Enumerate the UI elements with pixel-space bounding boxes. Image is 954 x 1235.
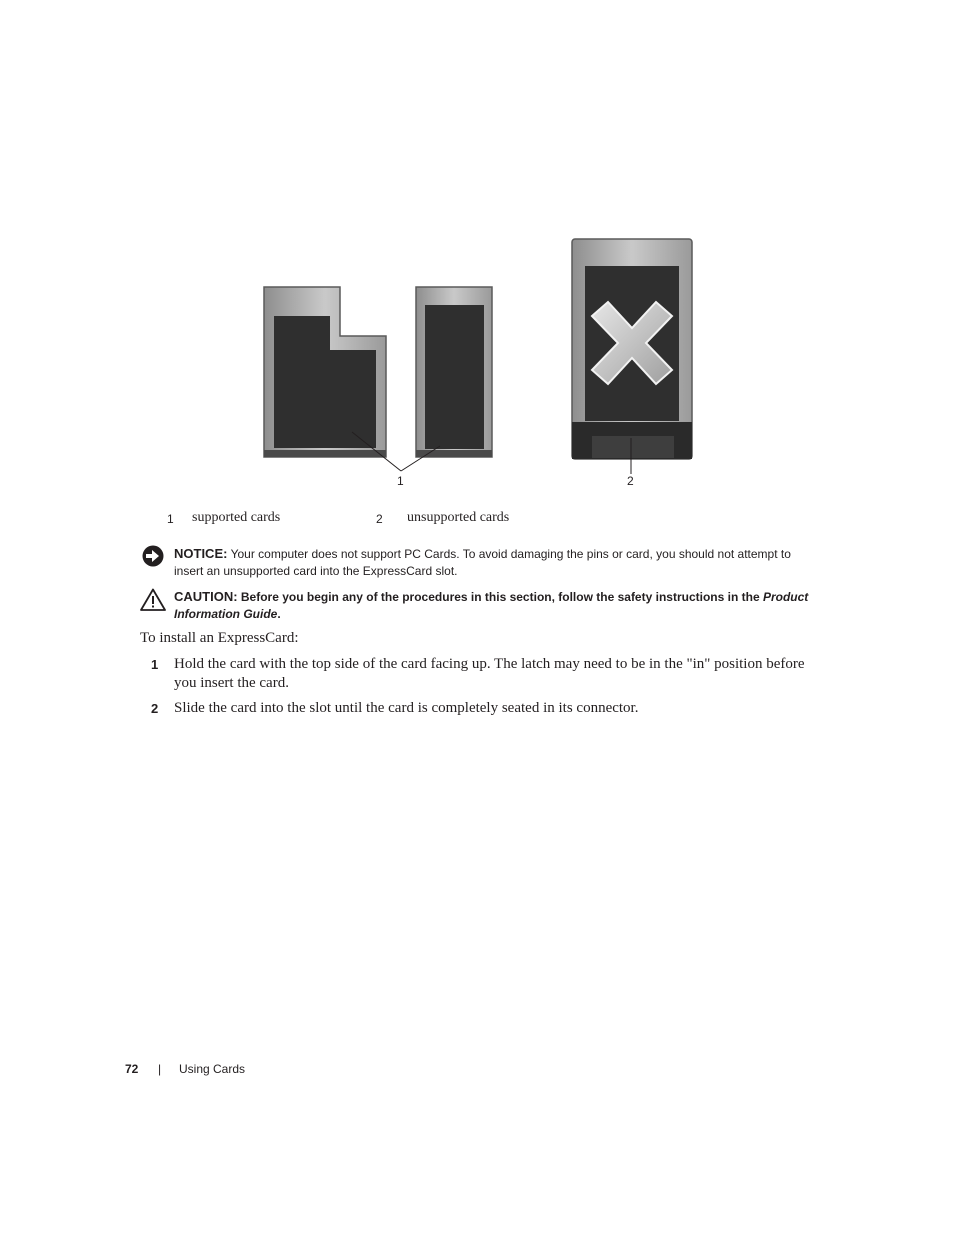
legend-num-2: 2 [376, 512, 383, 526]
callout-2: 2 [627, 474, 634, 488]
step-1 [140, 655, 820, 695]
expresscard-34-card [416, 287, 492, 457]
expresscard-figure [0, 0, 954, 500]
step-1-number: 1 [151, 657, 159, 672]
notice-text: Your computer does not support PC Cards. To avoid damaging the pins or card, you should not attempt to insert an unsupported card into the ExpressCard slot. [174, 547, 791, 578]
footer-section-title: Using Cards [179, 1062, 246, 1076]
caution-triangle-icon [140, 588, 166, 612]
legend-text-2: unsupported cards [407, 510, 510, 525]
step-2 [140, 699, 820, 719]
step-1-text: Hold the card with the top side of the card facing up. The latch may need to be in the "in" position before you insert the card. [174, 656, 805, 691]
step-2-text: Slide the card into the slot until the card is completely seated in its connector. [174, 700, 639, 716]
caution-label: CAUTION: [174, 589, 238, 604]
notice-block [140, 545, 820, 581]
expresscard-54-card [264, 287, 386, 457]
legend-text-1: supported cards [192, 510, 281, 525]
pc-card-unsupported [572, 239, 692, 459]
notice-arrow-icon [140, 545, 166, 569]
caution-text: Before you begin any of the procedures in this section, follow the safety instructions in the [237, 590, 763, 604]
notice-label: NOTICE: [174, 546, 228, 561]
footer-separator: | [158, 1062, 162, 1076]
step-2-number: 2 [151, 701, 159, 716]
page-number: 72 [125, 1062, 139, 1076]
intro-text: To install an ExpressCard: [140, 630, 299, 646]
caution-block [140, 588, 820, 624]
legend-num-1: 1 [167, 512, 174, 526]
callout-1: 1 [397, 474, 404, 488]
caution-guide-title: Product Information Guide [174, 590, 809, 621]
caution-text-end: . [277, 607, 281, 621]
